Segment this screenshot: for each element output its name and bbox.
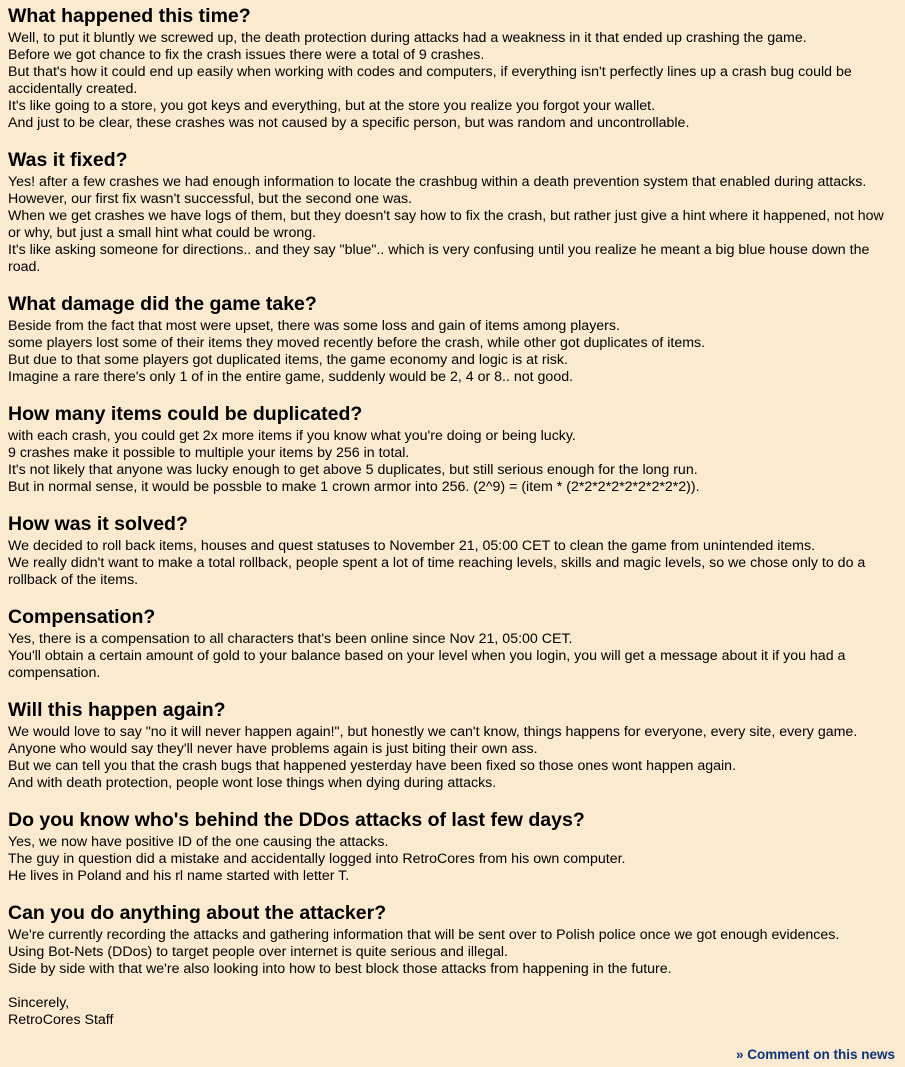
article-section bbox=[8, 149, 898, 276]
section-paragraph: The guy in question did a mistake and accidentally logged into RetroCores from his own computer. bbox=[8, 851, 626, 867]
section-paragraph: When we get crashes we have logs of them, but they doesn't say how to fix the crash, but rather just give a hint where it happened, not how or why, but just a small hint what could be wrong. bbox=[8, 208, 884, 241]
section-paragraph: We're currently recording the attacks and gathering information that will be sent over to Polish police once we got enough evidences. bbox=[8, 927, 840, 943]
signoff bbox=[8, 978, 898, 1029]
section-paragraph: You'll obtain a certain amount of gold to your balance based on your level when you login, you will get a message about it if you had a compensation. bbox=[8, 648, 846, 681]
section-paragraph: It's like going to a store, you got keys and everything, but at the store you realize you forgot your wallet. bbox=[8, 98, 656, 114]
section-heading: Can you do anything about the attacker? bbox=[8, 902, 387, 924]
news-article bbox=[8, 5, 898, 1029]
section-paragraph: It's not likely that anyone was lucky enough to get above 5 duplicates, but still serious enough for the long run. bbox=[8, 462, 698, 478]
section-paragraph: 9 crashes make it possible to multiple your items by 256 in total. bbox=[8, 445, 410, 461]
section-heading: Do you know who's behind the DDos attacks of last few days? bbox=[8, 809, 585, 831]
section-heading: Compensation? bbox=[8, 606, 156, 628]
section-paragraph: But in normal sense, it would be possble to make 1 crown armor into 256. (2^9) = (item * (2*2*2*2*2*2*2*2*2)). bbox=[8, 479, 700, 495]
section-paragraph: He lives in Poland and his rl name started with letter T. bbox=[8, 868, 350, 884]
section-paragraph: We really didn't want to make a total rollback, people spent a lot of time reaching levels, skills and magic levels, so we chose only to do a rollback of the items. bbox=[8, 555, 866, 588]
section-paragraph: Before we got chance to fix the crash issues there were a total of 9 crashes. bbox=[8, 47, 485, 63]
section-paragraph: Yes, there is a compensation to all characters that's been online since Nov 21, 05:00 CET. bbox=[8, 631, 573, 647]
section-paragraph: some players lost some of their items they moved recently before the crash, while other got duplicates of items. bbox=[8, 335, 706, 351]
comment-on-news-link[interactable]: » Comment on this news bbox=[735, 1047, 895, 1062]
signoff-greeting: Sincerely, bbox=[8, 995, 70, 1011]
section-paragraph: Using Bot-Nets (DDos) to target people over internet is quite serious and illegal. bbox=[8, 944, 508, 960]
section-paragraph: We would love to say "no it will never happen again!", but honestly we can't know, things happens for everyone, every site, every game. bbox=[8, 724, 858, 740]
signoff-spacer bbox=[8, 978, 898, 995]
article-section bbox=[8, 606, 898, 682]
section-heading: What happened this time? bbox=[8, 5, 251, 27]
article-section bbox=[8, 699, 898, 792]
section-paragraph: with each crash, you could get 2x more items if you know what you're doing or being lucky. bbox=[8, 428, 576, 444]
section-paragraph: But we can tell you that the crash bugs that happened yesterday have been fixed so those ones wont happen again. bbox=[8, 758, 737, 774]
section-paragraph: Imagine a rare there's only 1 of in the entire game, suddenly would be 2, 4 or 8.. not good. bbox=[8, 369, 574, 385]
section-paragraph: And with death protection, people wont lose things when dying during attacks. bbox=[8, 775, 497, 791]
section-paragraph: Anyone who would say they'll never have problems again is just biting their own ass. bbox=[8, 741, 538, 757]
article-section bbox=[8, 5, 898, 132]
section-heading: Was it fixed? bbox=[8, 149, 128, 171]
section-heading: How was it solved? bbox=[8, 513, 188, 535]
article-section bbox=[8, 403, 898, 496]
section-paragraph: Well, to put it bluntly we screwed up, the death protection during attacks had a weakness in it that ended up crashing the game. bbox=[8, 30, 807, 46]
section-paragraph: We decided to roll back items, houses and quest statuses to November 21, 05:00 CET to clean the game from unintended items. bbox=[8, 538, 816, 554]
signoff-author: RetroCores Staff bbox=[8, 1012, 114, 1028]
section-paragraph: Beside from the fact that most were upset, there was some loss and gain of items among players. bbox=[8, 318, 620, 334]
article-sections bbox=[8, 5, 898, 978]
section-paragraph: But that's how it could end up easily when working with codes and computers, if everything isn't perfectly lines up a crash bug could be accidentally created. bbox=[8, 64, 852, 97]
section-heading: What damage did the game take? bbox=[8, 293, 317, 315]
section-paragraph: It's like asking someone for directions.. and they say "blue".. which is very confusing until you realize he meant a big blue house down the road. bbox=[8, 242, 870, 275]
section-heading: Will this happen again? bbox=[8, 699, 226, 721]
section-paragraph: And just to be clear, these crashes was not caused by a specific person, but was random and uncontrollable. bbox=[8, 115, 690, 131]
section-paragraph: Yes, we now have positive ID of the one causing the attacks. bbox=[8, 834, 389, 850]
article-section bbox=[8, 293, 898, 386]
section-paragraph: But due to that some players got duplicated items, the game economy and logic is at risk. bbox=[8, 352, 568, 368]
section-heading: How many items could be duplicated? bbox=[8, 403, 363, 425]
section-paragraph: Side by side with that we're also looking into how to best block those attacks from happening in the future. bbox=[8, 961, 672, 977]
section-paragraph: Yes! after a few crashes we had enough information to locate the crashbug within a death prevention system that enabled during attacks. bbox=[8, 174, 867, 190]
section-paragraph: However, our first fix wasn't successful, but the second one was. bbox=[8, 191, 413, 207]
article-section bbox=[8, 809, 898, 885]
article-section bbox=[8, 902, 898, 978]
article-section bbox=[8, 513, 898, 589]
